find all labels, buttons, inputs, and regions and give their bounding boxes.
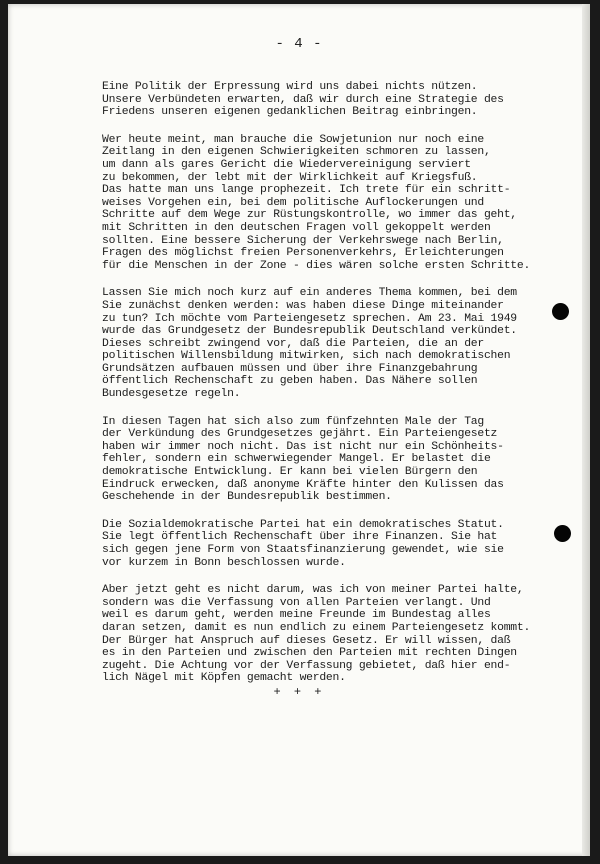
text-line: Zeitlang in den eigenen Schwierigkeiten schmoren zu lassen,: [102, 146, 491, 159]
text-line: zu bekommen, der lebt mit der Wirklichkeit auf Kriegsfuß.: [102, 171, 478, 184]
text-line: vor kurzem in Bonn beschlossen wurde.: [102, 556, 346, 569]
text-line: es in den Parteien und zwischen den Parteien mit rechten Dingen: [102, 647, 517, 660]
text-line: zugeht. Die Achtung vor der Verfassung gebietet, daß hier end-: [102, 659, 511, 672]
paragraph: [102, 519, 572, 569]
text-line: Bundesgesetze regeln.: [102, 388, 241, 401]
text-line: In diesen Tagen hat sich also zum fünfzehnten Male der Tag: [102, 415, 484, 428]
text-line: mit Schritten in den deutschen Fragen voll gekoppelt werden: [102, 221, 491, 234]
text-line: Geschehende in der Bundesrepublik bestimmen.: [102, 491, 392, 504]
paragraph: [102, 81, 572, 119]
document-body: [102, 81, 572, 700]
text-line: öffentlich Rechenschaft zu geben haben. Das Nähere sollen: [102, 375, 478, 388]
text-line: um dann als gares Gericht die Wiedervereinigung serviert: [102, 158, 471, 171]
document-page: [8, 4, 590, 856]
text-line: sollten. Eine bessere Sicherung der Verkehrswege nach Berlin,: [102, 234, 504, 247]
text-line: fehler, sondern ein schwerwiegender Mangel. Er belastet die: [102, 453, 491, 466]
text-line: Aber jetzt geht es nicht darum, was ich von meiner Partei halte,: [102, 584, 524, 597]
text-line: Wer heute meint, man brauche die Sowjetunion nur noch eine: [102, 133, 484, 146]
text-line: sich gegen jene Form von Staatsfinanzierung gewendet, wie sie: [102, 544, 504, 556]
paragraph: [102, 416, 572, 504]
text-line: politischen Willensbildung mitwirken, sich nach demokratischen: [102, 350, 511, 363]
text-line: Fragen des möglichst freien Personenverkehrs, Erleichterungen: [102, 247, 504, 260]
text-line: lich Nägel mit Köpfen gemacht werden.: [102, 672, 346, 685]
text-line: Eine Politik der Erpressung wird uns dabei nichts nützen.: [102, 81, 478, 93]
text-line: wurde das Grundgesetz der Bundesrepublik Deutschland verkündet.: [102, 325, 517, 338]
text-line: Sie zunächst denken werden: was haben diese Dinge miteinander: [102, 299, 504, 312]
page-edge: [582, 4, 590, 856]
text-line: Schritte auf dem Wege zur Rüstungskontrolle, wo immer das geht,: [102, 209, 517, 222]
text-line: haben wir immer noch nicht. Das ist nicht nur ein Schönheits-: [102, 440, 504, 453]
text-line: Friedens unseren eigenen gedanklichen Beitrag einbringen.: [102, 106, 478, 119]
end-marks: + + +: [273, 685, 325, 699]
text-line: sondern was die Verfassung von allen Parteien verlangt. Und: [102, 596, 491, 609]
text-line: weises Vorgehen ein, bei dem politische Auflockerungen und: [102, 196, 484, 209]
text-line: der Verkündung des Grundgesetzes gejährt. Ein Parteiengesetz: [102, 428, 498, 441]
text-line: Lassen Sie mich noch kurz auf ein anderes Thema kommen, bei dem: [102, 287, 517, 300]
paragraph: [102, 584, 572, 685]
text-line: Das hatte man uns lange prophezeit. Ich trete für ein schritt-: [102, 184, 511, 197]
text-line: für die Menschen in der Zone - dies wären solche ersten Schritte.: [102, 259, 531, 272]
text-line: Eindruck erwecken, daß anonyme Kräfte hinter den Kulissen das: [102, 478, 504, 491]
text-line: Sie legt öffentlich Rechenschaft über ihre Finanzen. Sie hat: [102, 531, 498, 544]
punch-hole: [554, 525, 571, 542]
punch-hole: [552, 303, 569, 320]
text-line: Grundsätzen aufbauen müssen und über ihre Finanzgebahrung: [102, 362, 478, 375]
page-number: - 4 -: [275, 36, 323, 52]
text-line: daran setzen, damit es nun endlich zu einem Parteiengesetz kommt.: [102, 621, 531, 634]
text-line: Unsere Verbündeten erwarten, daß wir durch eine Strategie des: [102, 93, 504, 106]
text-line: Dieses schreibt zwingend vor, daß die Parteien, die an der: [102, 337, 484, 350]
text-line: weil es darum geht, werden meine Freunde im Bundestag alles: [102, 609, 491, 622]
text-line: demokratische Entwicklung. Er kann bei vielen Bürgern den: [102, 466, 478, 479]
text-line: Der Bürger hat Anspruch auf dieses Gesetz. Er will wissen, daß: [102, 634, 511, 647]
paragraph: [102, 134, 572, 273]
paragraph: [102, 287, 572, 400]
text-line: Die Sozialdemokratische Partei hat ein demokratisches Statut.: [102, 518, 504, 531]
text-line: zu tun? Ich möchte vom Parteiengesetz sprechen. Am 23. Mai 1949: [102, 312, 517, 325]
